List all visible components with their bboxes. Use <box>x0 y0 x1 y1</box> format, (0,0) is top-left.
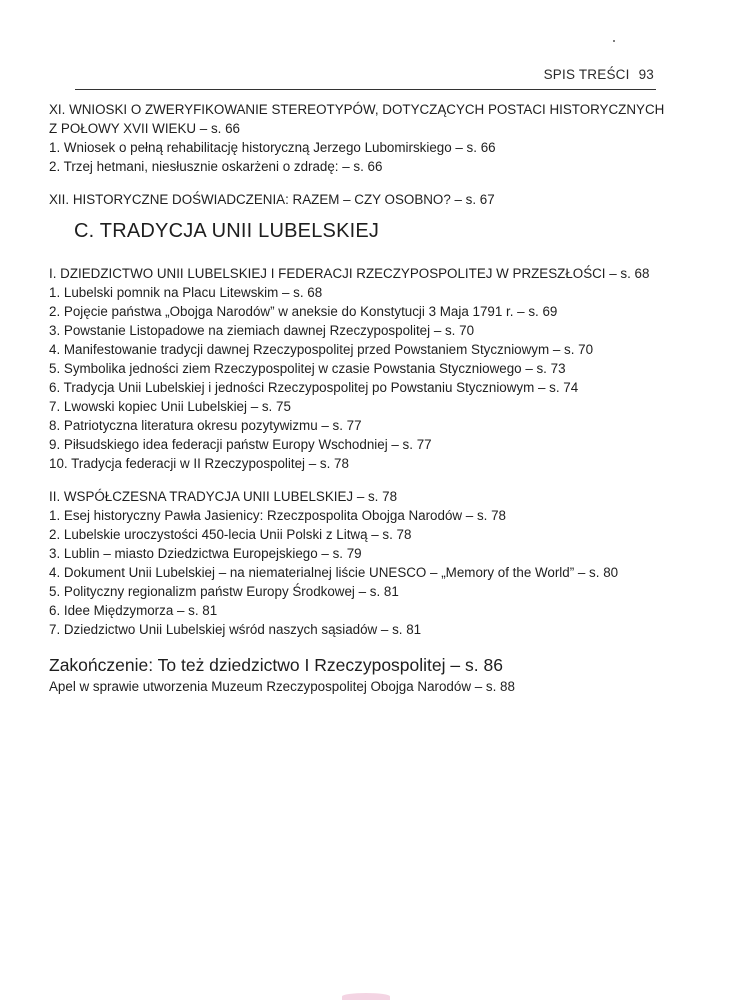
toc-item: 7. Dziedzictwo Unii Lubelskiej wśród naszych sąsiadów – s. 81 <box>49 622 422 637</box>
running-header <box>0 67 654 82</box>
pink-smudge <box>342 993 390 1000</box>
part-xii-heading: XII. HISTORYCZNE DOŚWIADCZENIA: RAZEM – CZY OSOBNO? – s. 67 <box>49 192 495 207</box>
toc-item: 8. Patriotyczna literatura okresu pozytywizmu – s. 77 <box>49 418 362 433</box>
toc-item: 4. Manifestowanie tradycji dawnej Rzeczypospolitej przed Powstaniem Styczniowym – s. 70 <box>49 342 594 357</box>
toc-item: 5. Symbolika jedności ziem Rzeczypospolitej w czasie Powstania Styczniowego – s. 73 <box>49 361 566 376</box>
toc-item: 10. Tradycja federacji w II Rzeczypospolitej – s. 78 <box>49 456 349 471</box>
header-rule <box>75 89 656 90</box>
toc-item: 9. Piłsudskiego idea federacji państw Europy Wschodniej – s. 77 <box>49 437 432 452</box>
part-ii-heading: II. WSPÓŁCZESNA TRADYCJA UNII LUBELSKIEJ – s. 78 <box>49 489 398 504</box>
running-header-title: SPIS TREŚCI <box>543 67 630 82</box>
toc-item: 5. Polityczny regionalizm państw Europy Środkowej – s. 81 <box>49 584 399 599</box>
toc-item: 2. Trzej hetmani, niesłusznie oskarżeni o zdradę: – s. 66 <box>49 159 383 174</box>
toc-item: Apel w sprawie utworzenia Muzeum Rzeczypospolitej Obojga Narodów – s. 88 <box>49 679 515 694</box>
toc-item: 1. Esej historyczny Pawła Jasienicy: Rzeczpospolita Obojga Narodów – s. 78 <box>49 508 506 523</box>
speck <box>613 40 615 42</box>
toc-item: 6. Tradycja Unii Lubelskiej i jedności Rzeczypospolitej po Powstaniu Styczniowym – s. 74 <box>49 380 579 395</box>
part-xi-heading-line2: Z POŁOWY XVII WIEKU – s. 66 <box>49 121 240 136</box>
toc-item: 7. Lwowski kopiec Unii Lubelskiej – s. 75 <box>49 399 291 414</box>
closing-heading: Zakończenie: To też dziedzictwo I Rzeczypospolitej – s. 86 <box>49 655 503 675</box>
page-number: 93 <box>638 67 654 82</box>
part-xi-heading-line1: XI. WNIOSKI O ZWERYFIKOWANIE STEREOTYPÓW, DOTYCZĄCYCH POSTACI HISTORYCZNYCH <box>49 102 665 117</box>
part-i-heading: I. DZIEDZICTWO UNII LUBELSKIEJ I FEDERACJI RZECZYPOSPOLITEJ W PRZESZŁOŚCI – s. 68 <box>49 266 650 281</box>
section-c-title: C. TRADYCJA UNII LUBELSKIEJ <box>74 220 380 242</box>
toc-item: 2. Pojęcie państwa „Obojga Narodów” w aneksie do Konstytucji 3 Maja 1791 r. – s. 69 <box>49 304 558 319</box>
toc-item: 2. Lubelskie uroczystości 450-lecia Unii Polski z Litwą – s. 78 <box>49 527 412 542</box>
toc-item: 1. Wniosek o pełną rehabilitację historyczną Jerzego Lubomirskiego – s. 66 <box>49 140 496 155</box>
toc-item: 3. Powstanie Listopadowe na ziemiach dawnej Rzeczypospolitej – s. 70 <box>49 323 475 338</box>
table-of-contents <box>49 100 689 696</box>
toc-item: 1. Lubelski pomnik na Placu Litewskim – s. 68 <box>49 285 323 300</box>
toc-item: 3. Lublin – miasto Dziedzictwa Europejskiego – s. 79 <box>49 546 362 561</box>
toc-item: 6. Idee Międzymorza – s. 81 <box>49 603 218 618</box>
toc-item: 4. Dokument Unii Lubelskiej – na niematerialnej liście UNESCO – „Memory of the World” – s. 80 <box>49 565 619 580</box>
